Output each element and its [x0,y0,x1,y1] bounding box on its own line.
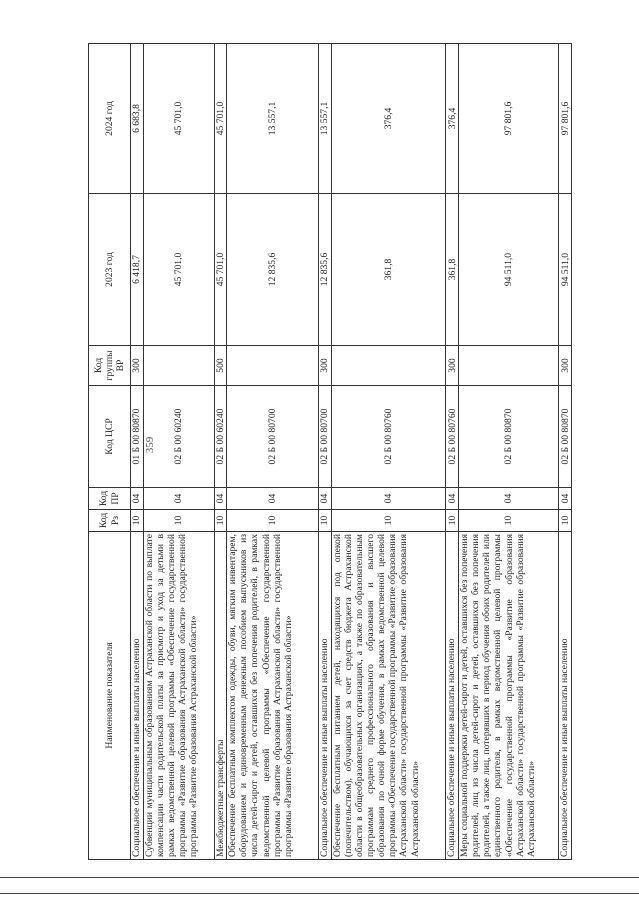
row-rz: 10 [214,510,227,532]
row-vr: 500 [214,346,227,386]
header-vr: Код группы ВР [89,346,131,386]
table-row [227,44,319,860]
row-rz: 10 [227,510,319,532]
table-row [214,44,227,860]
table-row [319,44,332,860]
budget-table [88,43,572,860]
row-2023: 6 418,7 [131,194,144,346]
row-2024: 97 801,6 [459,44,559,194]
row-name: Меры социальной поддержки детей-сирот и детей, оставшихся без попечения родителей, лиц из числа детей-сирот и детей, оставшихся без попечения родителей, а также лиц, потерявших в период обучения обоих родителей или единственного родителя, в рамках ведомственной целевой программы «Обеспечение государственной программы «Развитие образования Астраханской области» государственной программы «Развитие образования Астраханской области» [459,532,559,860]
row-pr: 04 [446,488,459,510]
row-2024: 13 557,1 [227,44,319,194]
row-vr [143,346,214,386]
row-name: Межбюджетные трансферты [214,532,227,860]
row-name: Социальное обеспечение и иные выплаты населению [446,532,459,860]
table-row [331,44,446,860]
header-csr: Код ЦСР [89,386,131,488]
row-2023: 12 835,6 [319,194,332,346]
row-name: Социальное обеспечение и иные выплаты населению [559,532,572,860]
row-name: Обеспечение бесплатным питанием детей, находящихся под опекой (попечительством), обучающихся за счет средств бюджета Астраханской области в общеобразовательных организациях, а также по образовательным программам среднего профессионального образования и высшего образования по очной форме обучения, в рамках ведомственной целевой программы «Обеспечение государственной программы «Развитие образования Астраханской области» государственной программы «Развитие образования Астраханской области» [331,532,446,860]
table-row [459,44,559,860]
table-row [559,44,572,860]
header-pr: Код ПР [89,488,131,510]
row-pr: 04 [131,488,144,510]
page-bottom-rule [0,877,639,878]
row-csr: 02 Б 00 60240 [143,386,214,488]
row-2023: 12 835,6 [227,194,319,346]
row-vr [227,346,319,386]
row-vr: 300 [131,346,144,386]
row-2024: 45 701,0 [143,44,214,194]
row-vr: 300 [319,346,332,386]
row-2024: 6 683,8 [131,44,144,194]
row-name: Социальное обеспечение и иные выплаты населению [319,532,332,860]
row-rz: 10 [446,510,459,532]
row-vr: 300 [446,346,459,386]
row-pr: 04 [227,488,319,510]
page-bottom-rule [0,893,639,894]
row-2024: 45 701,0 [214,44,227,194]
row-2023: 94 511,0 [459,194,559,346]
row-name: Социальное обеспечение и иные выплаты населению [131,532,144,860]
row-rz: 10 [143,510,214,532]
header-2024: 2024 год [89,44,131,194]
row-pr: 04 [459,488,559,510]
row-pr: 04 [559,488,572,510]
table-header-row [89,44,131,860]
row-2023: 45 701,0 [214,194,227,346]
row-2023: 361,8 [446,194,459,346]
row-vr [331,346,446,386]
row-csr: 02 Б 00 80700 [227,386,319,488]
row-2024: 376,4 [446,44,459,194]
row-2023: 361,8 [331,194,446,346]
row-csr: 02 Б 00 80870 [559,386,572,488]
row-vr: 300 [559,346,572,386]
table-row [131,44,144,860]
row-pr: 04 [214,488,227,510]
row-name: Субвенции муниципальным образованиям Астраханской области по выплате компенсации части родительской платы за присмотр и уход за детьми в рамках ведомственной целевой программы «Обеспечение государственной программы «Развитие образования Астраханской области» государственной программы «Развитие образования Астраханской области» [143,532,214,860]
row-csr: 02 Б 00 80700 [319,386,332,488]
row-pr: 04 [319,488,332,510]
page-number: 359 [144,436,156,454]
row-pr: 04 [143,488,214,510]
row-2023: 45 701,0 [143,194,214,346]
row-2024: 376,4 [331,44,446,194]
row-pr: 04 [331,488,446,510]
row-2024: 13 557,1 [319,44,332,194]
row-csr: 01 Б 00 80870 [131,386,144,488]
header-rz: Код Рз [89,510,131,532]
row-vr [459,346,559,386]
budget-table-container [88,44,572,860]
row-csr: 02 Б 00 60240 [214,386,227,488]
row-rz: 10 [319,510,332,532]
row-csr: 02 Б 00 80760 [331,386,446,488]
row-csr: 02 Б 00 80870 [459,386,559,488]
row-rz: 10 [331,510,446,532]
row-rz: 10 [459,510,559,532]
row-rz: 10 [131,510,144,532]
row-2024: 97 801,6 [559,44,572,194]
row-csr: 02 Б 00 80760 [446,386,459,488]
table-row [446,44,459,860]
header-name: Наименование показателя [89,532,131,860]
header-2023: 2023 год [89,194,131,346]
row-2023: 94 511,0 [559,194,572,346]
row-name: Обеспечение бесплатным комплектом одежды, обуви, мягким инвентарем, оборудованием и единовременным денежным пособием выпускников из числа детей-сирот и детей, оставшихся без попечения родителей, в рамках ведомственной целевой программы «Обеспечение государственной программы «Развитие образования Астраханской области» государственной программы «Развитие образования Астраханской области» [227,532,319,860]
row-rz: 10 [559,510,572,532]
table-row [143,44,214,860]
